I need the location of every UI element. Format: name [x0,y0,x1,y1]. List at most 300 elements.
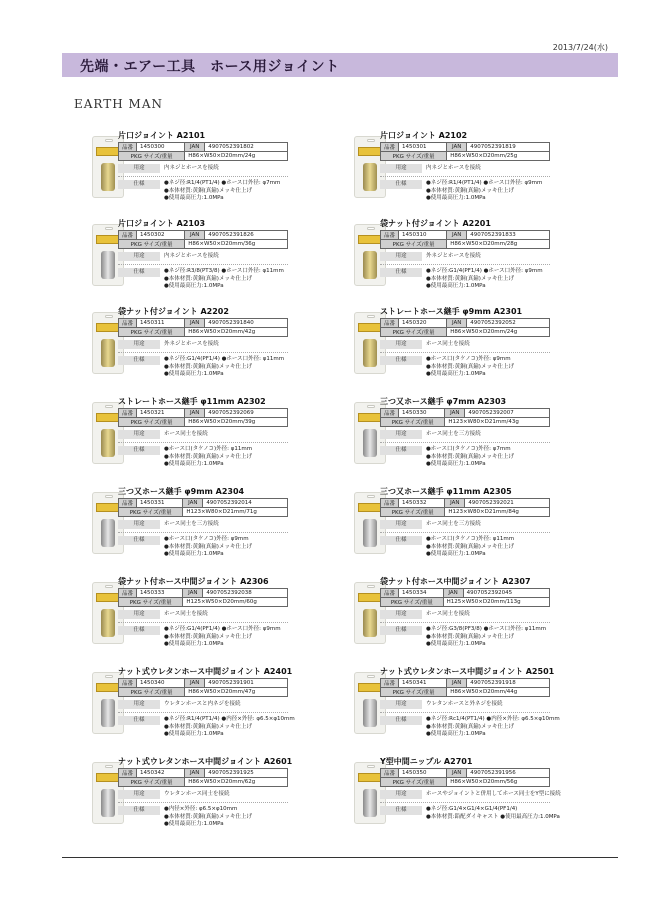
spec-line: ●使用最高圧力:1.0MPa [426,551,486,557]
jan-label: JAN [447,231,467,240]
jan-code: 4907052392045 [463,589,549,598]
jan-code: 4907052391840 [205,319,288,328]
jan-code: 4907052392069 [205,409,288,418]
spec-line: ●使用最高圧力:1.0MPa [164,551,224,557]
product-code: 1450340 [137,679,185,688]
spec-line: ●使用最高圧力:1.0MPa [426,641,486,647]
pkg-size: H86×W50×D20mm/24g [447,328,550,337]
jan-code: 4907052391901 [205,679,288,688]
product-code: 1450310 [399,231,447,240]
pkg-label: PKG サイズ/重量 [119,688,185,697]
spec-line: ●使用最高圧力:1.0MPa [164,195,224,201]
pkg-label: PKG サイズ/重量 [119,328,185,337]
row-divider [118,442,288,443]
pkg-label: PKG サイズ/重量 [381,152,447,161]
product-entry [88,576,358,656]
spec-line: ●使用最高圧力:1.0MPa [426,371,486,377]
product-spec-table [380,230,550,249]
product-title: ストレートホース継手 φ11mm A2302 [118,397,266,406]
spec-line: ●ホース口(タケノコ)外径: φ9mm [426,356,511,362]
use-label: 用途 [380,164,422,173]
package-label [358,413,382,422]
spec-label: 仕様 [118,536,160,545]
spec-line: ●使用最高圧力:1.0MPa [164,371,224,377]
product-title: 袋ナット付ジョイント A2201 [380,219,491,228]
jan-label: JAN [185,769,205,778]
row-divider [118,802,288,803]
product-spec-table [118,768,288,787]
product-spec-table [118,588,288,607]
spec-line: ●使用最高圧力:1.0MPa [426,283,486,289]
row-divider [118,712,288,713]
hinban-label: 品番 [381,769,399,778]
product-title: ナット式ウレタンホース中間ジョイント A2601 [118,757,293,766]
jan-code: 4907052392052 [467,319,550,328]
product-entry [350,756,620,836]
fitting-part [363,339,377,367]
row-divider [118,264,288,265]
product-code: 1450330 [399,409,445,418]
hinban-label: 品番 [119,679,137,688]
hang-hole [105,675,113,678]
pkg-size: H86×W50×D20mm/25g [447,152,550,161]
pkg-size: H86×W50×D20mm/62g [185,778,288,787]
spec-line: ●本体材質:黄銅(真鍮)メッキ仕上げ [164,363,252,370]
product-spec-table [380,318,550,337]
pkg-size: H123×W80×D21mm/84g [445,508,550,517]
package-label [96,593,120,602]
spec-line: ●ネジ径:Rc1/4(PT1/4) ●内径×外径: φ6.5×φ10mm [426,716,560,722]
product-spec-table [118,142,288,161]
jan-code: 4907052391833 [467,231,550,240]
use-text: ホース同士を接続 [164,431,208,437]
product-title: 三つ又ホース継手 φ9mm A2304 [118,487,245,496]
hang-hole [105,227,113,230]
spec-line: ●ホース口(タケノコ)外径: φ11mm [164,446,253,452]
spec-label: 仕様 [380,806,422,815]
pkg-label: PKG サイズ/重量 [119,598,183,607]
product-title: 片口ジョイント A2103 [118,219,206,228]
pkg-label: PKG サイズ/重量 [119,152,185,161]
spec-line: ●使用最高圧力:1.0MPa [164,821,224,827]
hang-hole [367,765,375,768]
spec-label: 仕様 [380,536,422,545]
use-text: ホース同士を接続 [164,611,208,617]
product-entry [350,486,620,566]
fitting-part [363,251,377,279]
package-label [96,147,120,156]
spec-label: 仕様 [380,716,422,725]
pkg-label: PKG サイズ/重量 [381,240,447,249]
hinban-label: 品番 [119,769,137,778]
row-divider [118,622,288,623]
product-entry [350,218,620,298]
hinban-label: 品番 [381,143,399,152]
jan-label: JAN [183,499,203,508]
pkg-label: PKG サイズ/重量 [381,598,444,607]
jan-code: 4907052391819 [467,143,550,152]
use-label: 用途 [380,520,422,529]
hinban-label: 品番 [119,589,137,598]
row-divider [118,352,288,353]
package-label [358,683,382,692]
jan-code: 4907052392014 [203,499,288,508]
spec-line: ●ホース口(タケノコ)外径: φ9mm [164,536,249,542]
pkg-size: H86×W50×D20mm/42g [185,328,288,337]
spec-line: ●ネジ径:R3/8(PT3/8) ●ホース口外径: φ11mm [164,268,284,274]
product-title: ストレートホース継手 φ9mm A2301 [380,307,523,316]
product-spec-table [118,498,288,517]
use-text: 内ネジとホースを接続 [164,165,219,171]
fitting-part [363,163,377,191]
spec-line: ●本体材質:黄銅(真鍮)メッキ仕上げ [164,453,252,460]
fitting-part [363,429,377,457]
pkg-label: PKG サイズ/重量 [119,240,185,249]
spec-line: ●ネジ径:G3/8(PF3/8) ●ホース口外径: φ11mm [426,626,547,632]
pkg-size: H86×W50×D20mm/28g [447,240,550,249]
spec-line: ●ネジ径:G1/4(PF1/4) ●ホース口外径: φ9mm [164,626,281,632]
jan-label: JAN [447,319,467,328]
hinban-label: 品番 [381,679,399,688]
use-text: ウレタンホースと内ネジを接続 [164,701,241,707]
pkg-label: PKG サイズ/重量 [381,778,447,787]
fitting-part [363,699,377,727]
spec-label: 仕様 [380,268,422,277]
spec-line: ●ホース口(タケノコ)外径: φ11mm [426,536,515,542]
pkg-size: H123×W80×D21mm/71g [183,508,288,517]
product-code: 1450341 [399,679,447,688]
use-text: 外ネジとホースを接続 [426,253,481,259]
row-divider [118,532,288,533]
product-entry [88,218,358,298]
spec-label: 仕様 [380,446,422,455]
product-title: 袋ナット付ジョイント A2202 [118,307,229,316]
pkg-label: PKG サイズ/重量 [381,688,447,697]
jan-label: JAN [445,499,465,508]
fitting-part [101,429,115,457]
product-title: ナット式ウレタンホース中間ジョイント A2501 [380,667,555,676]
use-text: ウレタンホースと外ネジを接続 [426,701,503,707]
product-spec-table [380,142,550,161]
product-code: 1450300 [137,143,185,152]
product-spec-table [380,588,550,607]
pkg-label: PKG サイズ/重量 [119,418,185,427]
hinban-label: 品番 [381,319,399,328]
package-label [96,773,120,782]
product-code: 1450333 [137,589,183,598]
product-entry [350,666,620,746]
hinban-label: 品番 [119,143,137,152]
product-entry [88,486,358,566]
product-title: 片口ジョイント A2101 [118,131,206,140]
spec-line: ●使用最高圧力:1.0MPa [426,195,486,201]
pkg-size: H125×W50×D20mm/60g [183,598,288,607]
jan-label: JAN [185,409,205,418]
use-label: 用途 [380,340,422,349]
product-entry [88,756,358,836]
use-label: 用途 [118,340,160,349]
product-title: 三つ又ホース継手 φ7mm A2303 [380,397,507,406]
product-code: 1450350 [399,769,447,778]
spec-label: 仕様 [118,626,160,635]
use-text: ホース同士を接続 [426,611,470,617]
fitting-part [101,789,115,817]
use-text: ホース同士を三方接続 [426,431,481,437]
use-label: 用途 [380,790,422,799]
package-label [358,323,382,332]
row-divider [380,264,550,265]
hang-hole [105,765,113,768]
hinban-label: 品番 [119,231,137,240]
product-spec-table [118,230,288,249]
product-code: 1450321 [137,409,185,418]
package-label [358,235,382,244]
hinban-label: 品番 [381,409,399,418]
package-label [96,503,120,512]
package-label [358,593,382,602]
spec-line: ●使用最高圧力:1.0MPa [164,641,224,647]
package-label [96,323,120,332]
print-date: 2013/7/24(水) [552,43,608,52]
use-label: 用途 [380,252,422,261]
pkg-size: H86×W50×D20mm/56g [447,778,550,787]
pkg-label: PKG サイズ/重量 [381,508,445,517]
hang-hole [367,139,375,142]
jan-label: JAN [185,143,205,152]
package-label [358,773,382,782]
row-divider [380,442,550,443]
use-text: ウレタンホース同士を接続 [164,791,230,797]
product-entry [88,396,358,476]
use-label: 用途 [380,700,422,709]
product-code: 1450320 [399,319,447,328]
product-entry [350,396,620,476]
spec-line: ●本体材質:黄銅(真鍮)メッキ仕上げ [164,543,252,550]
hang-hole [105,139,113,142]
spec-line: ●本体材質:黄銅(真鍮)メッキ仕上げ [426,275,514,282]
product-code: 1450334 [399,589,444,598]
jan-code: 4907052392007 [465,409,550,418]
use-text: 外ネジとホースを接続 [164,341,219,347]
product-spec-table [118,318,288,337]
pkg-size: H86×W50×D20mm/47g [185,688,288,697]
spec-line: ●本体材質:黄銅(真鍮)メッキ仕上げ [426,363,514,370]
spec-line: ●本体材質:黄銅(真鍮)メッキ仕上げ [164,633,252,640]
fitting-part [101,251,115,279]
pkg-size: H123×W80×D21mm/43g [445,418,550,427]
jan-label: JAN [445,409,465,418]
use-label: 用途 [118,700,160,709]
spec-label: 仕様 [118,356,160,365]
pkg-label: PKG サイズ/重量 [119,778,185,787]
product-entry [350,130,620,210]
spec-line: ●使用最高圧力:1.0MPa [426,461,486,467]
product-spec-table [380,498,550,517]
spec-label: 仕様 [118,268,160,277]
use-text: ホース同士を接続 [426,341,470,347]
jan-label: JAN [185,231,205,240]
fitting-part [363,519,377,547]
row-divider [380,176,550,177]
package-label [96,413,120,422]
row-divider [380,802,550,803]
spec-label: 仕様 [380,180,422,189]
product-code: 1450301 [399,143,447,152]
use-text: ホース同士を三方接続 [426,521,481,527]
spec-line: ●ホース口(タケノコ)外径: φ7mm [426,446,511,452]
fitting-part [101,699,115,727]
hang-hole [367,227,375,230]
spec-line: ●本体材質:鉛配ダイキャスト ●使用最高圧力:1.0MPa [426,813,560,820]
jan-code: 4907052391925 [205,769,288,778]
hang-hole [367,585,375,588]
use-text: 内ネジとホースを接続 [164,253,219,259]
spec-label: 仕様 [118,446,160,455]
section-title: 先端・エアー工具 ホース用ジョイント [80,59,340,75]
product-entry [88,130,358,210]
spec-line: ●ネジ径:R1/4(PT1/4) ●ホース口外径: φ9mm [426,180,543,186]
product-spec-table [118,678,288,697]
spec-line: ●ネジ径:G1/4×G1/4×G1/4(PF1/4) [426,806,518,812]
product-entry [88,306,358,386]
jan-label: JAN [447,679,467,688]
spec-label: 仕様 [380,626,422,635]
brand-logo: EARTH MAN [74,97,163,111]
jan-code: 4907052391918 [467,679,550,688]
product-title: 袋ナット付ホース中間ジョイント A2307 [380,577,531,586]
product-spec-table [380,768,550,787]
spec-line: ●本体材質:黄銅(真鍮)メッキ仕上げ [164,187,252,194]
product-title: 片口ジョイント A2102 [380,131,468,140]
spec-line: ●内径×外径: φ6.5×φ10mm [164,806,238,812]
spec-line: ●使用最高圧力:1.0MPa [164,731,224,737]
section-header [62,53,618,77]
jan-label: JAN [183,589,203,598]
spec-line: ●ネジ径:G1/4(PF1/4) ●ホース口外径: φ11mm [164,356,285,362]
spec-line: ●本体材質:黄銅(真鍮)メッキ仕上げ [426,453,514,460]
package-label [358,503,382,512]
package-label [96,683,120,692]
row-divider [380,712,550,713]
product-entry [350,576,620,656]
jan-label: JAN [185,319,205,328]
jan-label: JAN [447,143,467,152]
fitting-part [101,609,115,637]
spec-line: ●本体材質:黄銅(真鍮)メッキ仕上げ [164,813,252,820]
product-spec-table [118,408,288,427]
use-label: 用途 [118,610,160,619]
product-code: 1450332 [399,499,445,508]
product-title: 三つ又ホース継手 φ11mm A2305 [380,487,512,496]
use-text: ホース同士を三方接続 [164,521,219,527]
spec-line: ●本体材質:黄銅(真鍮)メッキ仕上げ [426,543,514,550]
jan-code: 4907052391802 [205,143,288,152]
row-divider [380,352,550,353]
product-title: Y型中間ニップル A2701 [380,757,473,766]
spec-line: ●本体材質:黄銅(真鍮)メッキ仕上げ [426,723,514,730]
spec-line: ●使用最高圧力:1.0MPa [164,461,224,467]
use-label: 用途 [118,790,160,799]
product-entry [88,666,358,746]
use-label: 用途 [380,610,422,619]
use-label: 用途 [118,252,160,261]
pkg-size: H125×W50×D20mm/113g [443,598,549,607]
use-text: 内ネジとホースを接続 [426,165,481,171]
product-code: 1450331 [137,499,183,508]
hang-hole [105,495,113,498]
fitting-part [363,789,377,817]
package-label [358,147,382,156]
product-code: 1450311 [137,319,185,328]
jan-label: JAN [443,589,463,598]
fitting-part [363,609,377,637]
spec-line: ●本体材質:黄銅(真鍮)メッキ仕上げ [426,187,514,194]
fitting-part [101,339,115,367]
row-divider [380,532,550,533]
fitting-part [101,163,115,191]
pkg-size: H86×W50×D20mm/24g [185,152,288,161]
pkg-size: H86×W50×D20mm/36g [185,240,288,249]
hinban-label: 品番 [119,409,137,418]
product-spec-table [380,408,550,427]
spec-line: ●本体材質:黄銅(真鍮)メッキ仕上げ [426,633,514,640]
package-label [96,235,120,244]
use-label: 用途 [118,520,160,529]
pkg-label: PKG サイズ/重量 [119,508,183,517]
pkg-label: PKG サイズ/重量 [381,418,445,427]
jan-code: 4907052392038 [203,589,288,598]
pkg-size: H86×W50×D20mm/44g [447,688,550,697]
product-code: 1450342 [137,769,185,778]
hang-hole [105,315,113,318]
jan-code: 4907052391956 [467,769,550,778]
product-spec-table [380,678,550,697]
product-code: 1450302 [137,231,185,240]
hang-hole [367,675,375,678]
product-title: 袋ナット付ホース中間ジョイント A2306 [118,577,269,586]
hinban-label: 品番 [119,499,137,508]
spec-label: 仕様 [118,806,160,815]
fitting-part [101,519,115,547]
product-entry [350,306,620,386]
spec-label: 仕様 [118,180,160,189]
hang-hole [367,405,375,408]
use-label: 用途 [118,430,160,439]
spec-line: ●本体材質:黄銅(真鍮)メッキ仕上げ [164,275,252,282]
hang-hole [105,405,113,408]
spec-line: ●本体材質:黄銅(真鍮)メッキ仕上げ [164,723,252,730]
hinban-label: 品番 [119,319,137,328]
hang-hole [367,495,375,498]
pkg-label: PKG サイズ/重量 [381,328,447,337]
product-title: ナット式ウレタンホース中間ジョイント A2401 [118,667,293,676]
spec-line: ●使用最高圧力:1.0MPa [426,731,486,737]
spec-line: ●ネジ径:G1/4(PF1/4) ●ホース口外径: φ9mm [426,268,543,274]
row-divider [118,176,288,177]
hang-hole [367,315,375,318]
spec-label: 仕様 [118,716,160,725]
spec-label: 仕様 [380,356,422,365]
spec-line: ●使用最高圧力:1.0MPa [164,283,224,289]
hinban-label: 品番 [381,231,399,240]
hang-hole [105,585,113,588]
jan-label: JAN [447,769,467,778]
jan-code: 4907052392021 [465,499,550,508]
use-text: ホースやジョイントと併用してホース同士をY型に接続 [426,791,561,797]
spec-line: ●ネジ径:R1/4(PT1/4) ●内径×外径: φ6.5×φ10mm [164,716,295,722]
hinban-label: 品番 [381,589,399,598]
use-label: 用途 [380,430,422,439]
